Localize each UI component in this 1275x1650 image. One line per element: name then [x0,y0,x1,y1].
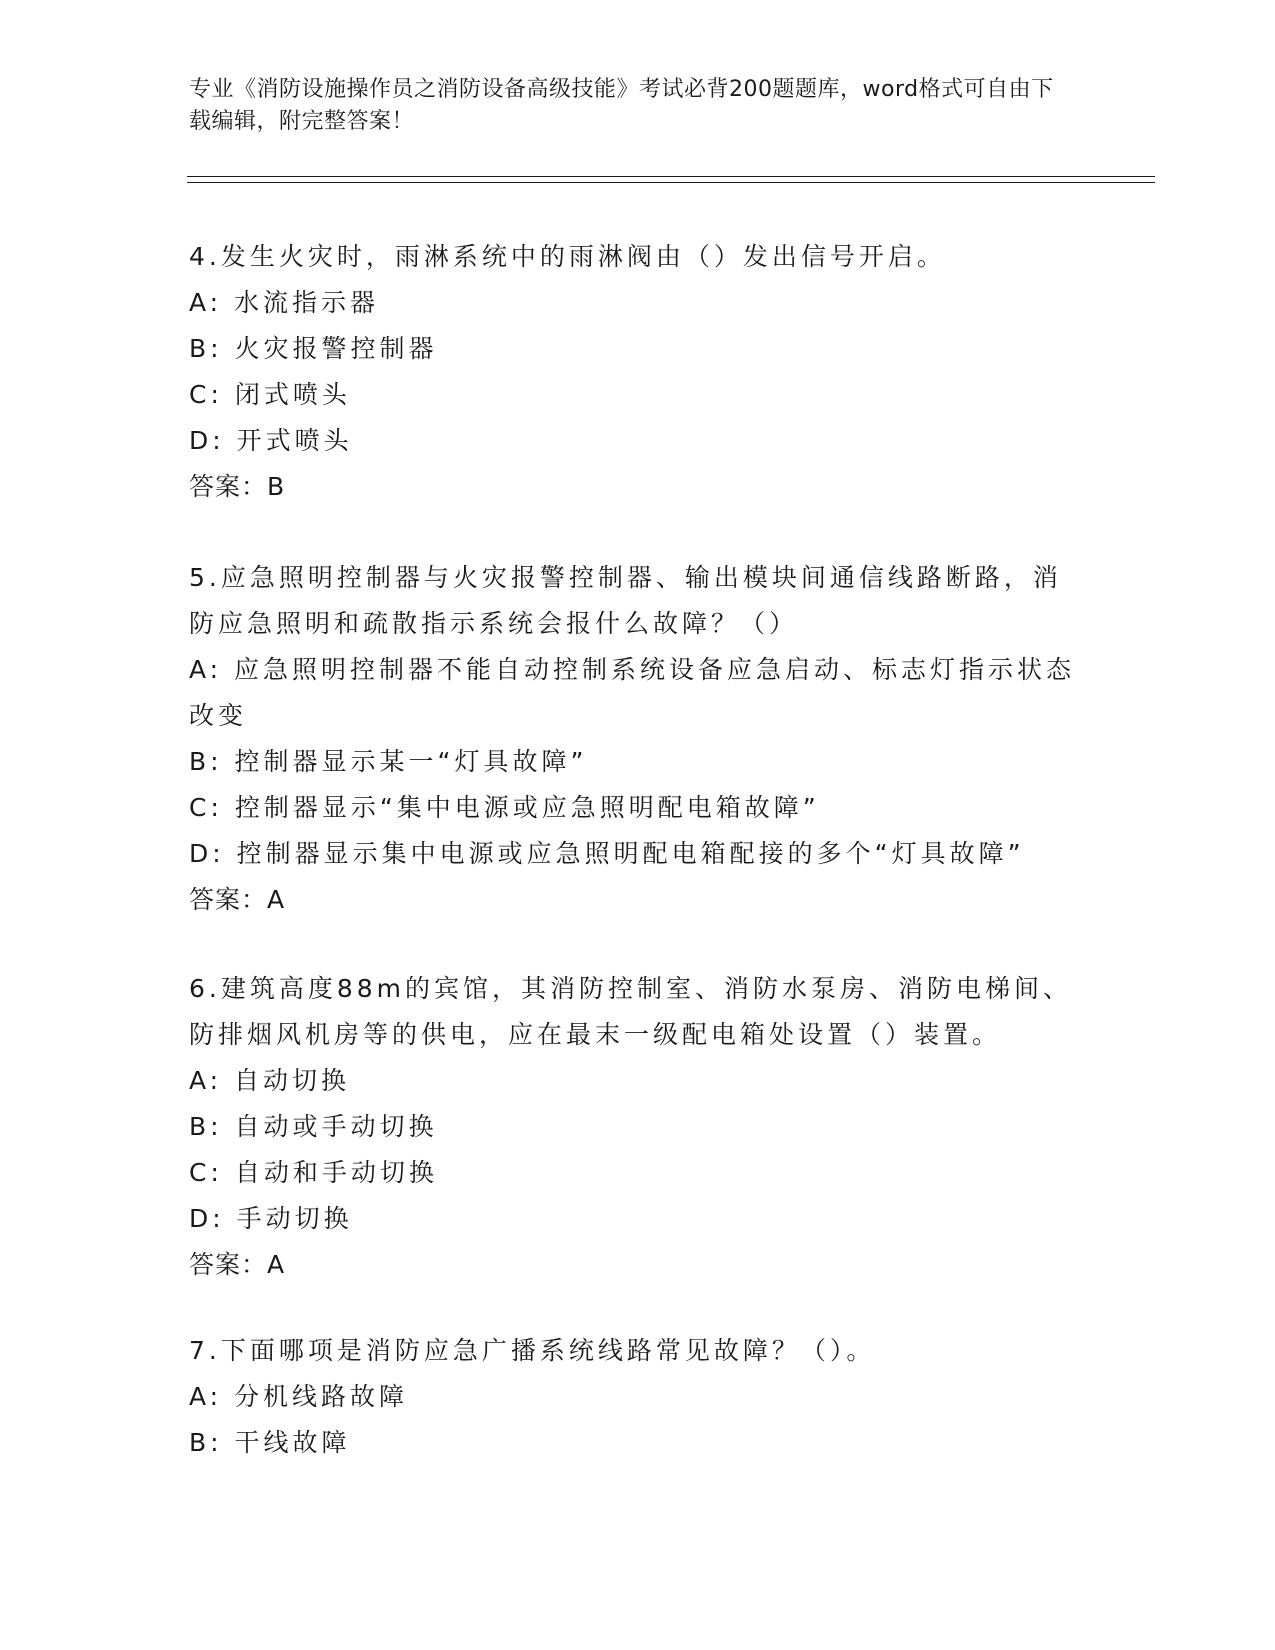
option-d: D: 控制器显示集中电源或应急照明配电箱配接的多个“灯具故障” [189,839,1025,868]
document-header: 专业《消防设施操作员之消防设备高级技能》考试必背200题题库，word格式可自由下载编辑，附完整答案！ [189,77,1054,134]
option-c: C: 自动和手动切换 [189,1158,438,1187]
answer-line: 答案：A [189,885,286,914]
question-4 [189,234,1089,510]
option-b: B: 火灾报警控制器 [189,334,438,363]
option-b: B: 控制器显示某一“灯具故障” [189,747,588,776]
question-7 [189,1328,1089,1466]
question-stem: 5.应急照明控制器与火灾报警控制器、输出模块间通信线路断路，消防应急照明和疏散指示系统会报什么故障？（） [189,563,1062,638]
option-c: C: 闭式喷头 [189,380,351,409]
option-d: D: 手动切换 [189,1204,353,1233]
option-b: B: 干线故障 [189,1428,351,1457]
option-b: B: 自动或手动切换 [189,1112,438,1141]
option-a: A: 自动切换 [189,1066,351,1095]
option-a: A: 水流指示器 [189,288,380,317]
question-5 [189,555,1089,923]
question-stem: 6.建筑高度88m的宾馆，其消防控制室、消防水泵房、消防电梯间、防排烟风机房等的供电，应在最末一级配电箱处设置（）装置。 [189,974,1073,1049]
question-stem: 7.下面哪项是消防应急广播系统线路常见故障？（）。 [189,1336,876,1365]
answer-line: 答案：A [189,1250,286,1279]
option-c: C: 控制器显示“集中电源或应急照明配电箱故障” [189,793,820,822]
option-a: A: 分机线路故障 [189,1382,409,1411]
option-a: A: 应急照明控制器不能自动控制系统设备应急启动、标志灯指示状态改变 [189,655,1076,730]
option-d: D: 开式喷头 [189,426,353,455]
question-6 [189,966,1089,1288]
header-divider [187,176,1155,183]
question-stem: 4.发生火灾时，雨淋系统中的雨淋阀由（）发出信号开启。 [189,242,946,271]
answer-line: 答案：B [189,472,286,501]
